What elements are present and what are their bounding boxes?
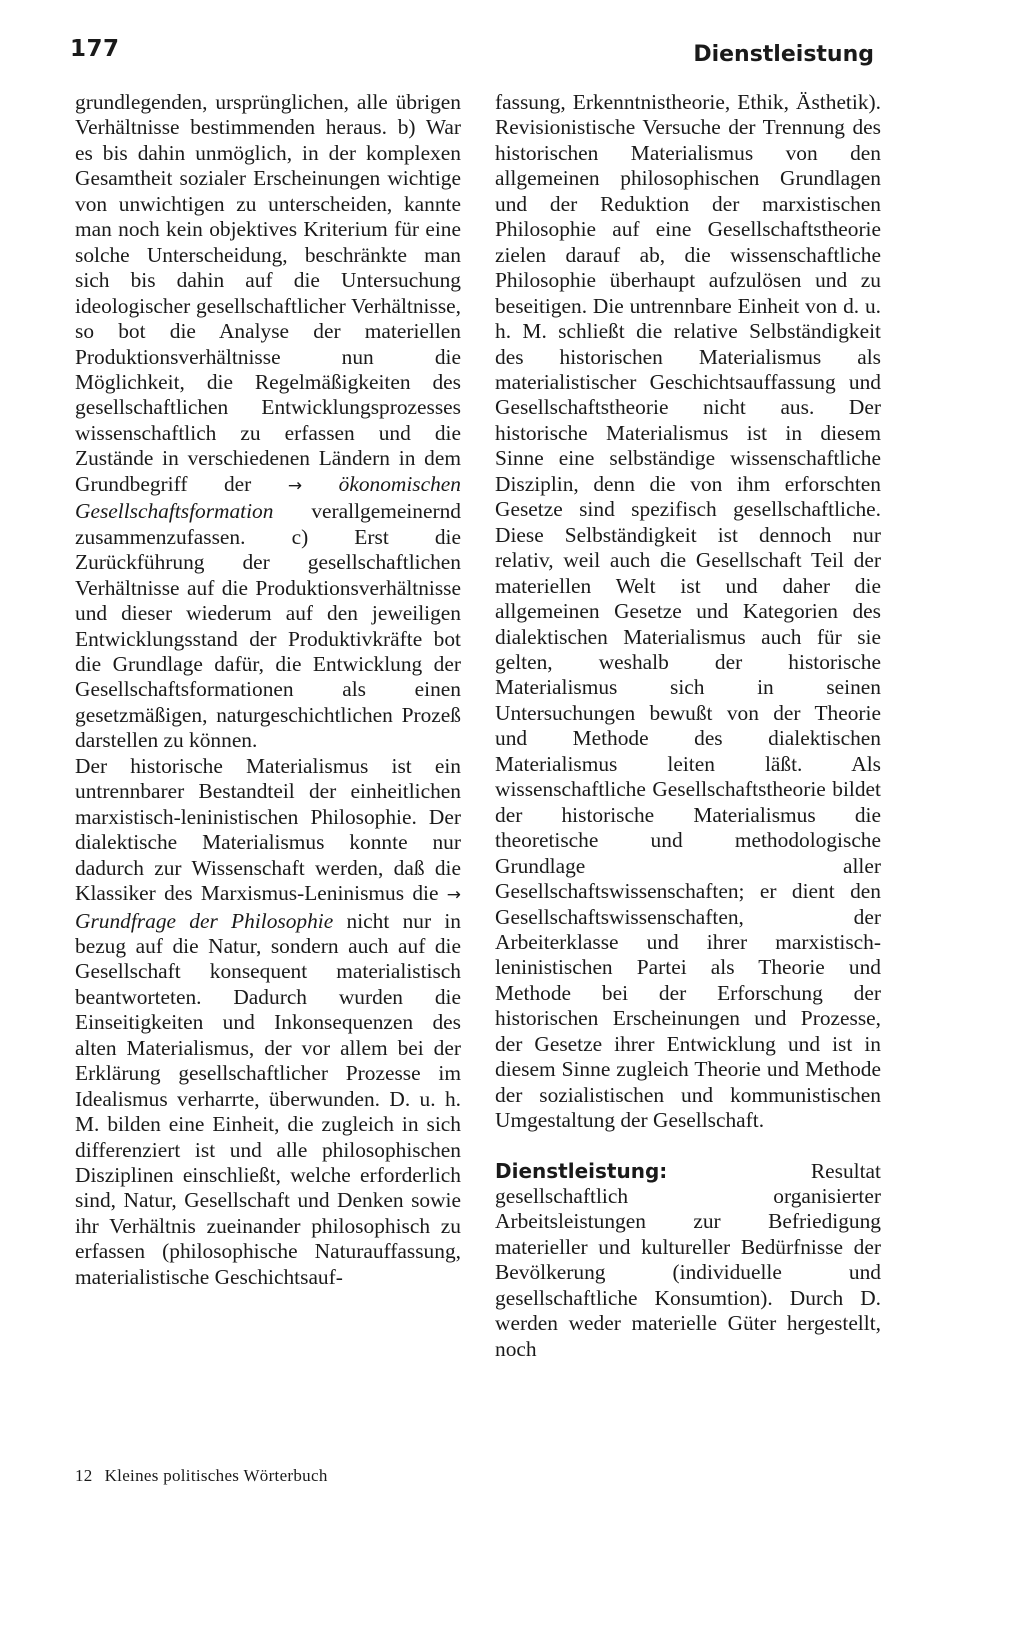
footer-signature [75,1466,328,1486]
entry-lemma: Dienstleistung: [495,1158,668,1183]
signature-number: 12 [75,1466,93,1485]
right-column [495,90,881,1362]
running-head: Dienstleistung [693,42,874,67]
paragraph-text: nicht nur in bezug auf die Natur, sondern auch auf die Gesellschaft konsequent materialistisch beantworteten. Dadurch wurden die Einseitigkeiten und Inkonsequenzen des alten Materialismus, der vor allem bei der Erklärung gesellschaftlicher Prozesse im Idealismus verharrte, überwunden. D. u. h. M. bilden eine Einheit, die zugleich in sich differenziert ist und alle philosophischen Disziplinen einschließt, welche erforderlich sind, Natur, Gesellschaft und Denken sowie ihr Verhältnis zueinander philosophisch zu erfassen (philosophische Naturauffassung, materialistische Geschichtsauf- [75,908,461,1289]
page-number: 177 [70,36,120,62]
left-column [75,90,461,1290]
arrow-icon: → [446,885,461,906]
dictionary-entry [495,1159,881,1363]
entry-text: Resultat gesellschaftlich organisierter Arbeitsleistungen zur Befriedigung materieller und kultureller Bedürfnisse der Bevölkerung (individuelle und gesellschaftliche Konsumtion). Durch D. werden weder materielle Güter hergestellt, noch [495,1158,881,1361]
arrow-icon: → [287,475,303,496]
paragraph-text: Der historische Materialismus ist ein untrennbarer Bestandteil der einheitlichen marxistisch-leninistischen Philosophie. Der dialektische Materialismus konnte nur dadurch zur Wissenschaft werden, daß die Klassiker des Marxismus-Leninismus die [75,753,461,906]
book-title: Kleines politisches Wörterbuch [104,1466,328,1485]
paragraph [75,754,461,1291]
paragraph-text: verallgemeinernd zusammenzufassen. c) Erst die Zurückführung der gesellschaftlichen Verhältnisse auf die Produktionsverhältnisse und dieser wiederum auf den jeweiligen Entwicklungsstand der Produktivkräfte bot die Grundlage dafür, die Entwicklung der Gesellschaftsformationen als einen gesetzmäßigen, naturgeschichtlichen Prozeß darstellen zu können. [75,499,461,753]
paragraph [75,90,461,754]
paragraph: fassung, Erkenntnistheorie, Ethik, Ästhetik). Revisionistische Versuche der Trennung des historischen Materialismus von den allgemeinen philosophischen Grundlagen und der Reduktion der marxistischen Philosophie auf eine Gesellschaftstheorie zielen darauf ab, die wissenschaftliche Philosophie überhaupt aufzulösen und zu beseitigen. Die untrennbare Einheit von d. u. h. M. schließt die relative Selbständigkeit des historischen Materialismus als materialistischer Geschichtsauffassung und Gesellschaftstheorie nicht aus. Der historische Materialismus ist in diesem Sinne eine selbständige wissenschaftliche Disziplin, denn die von ihm erforschten Gesetze sind spezifisch gesellschaftliche. Diese Selbständigkeit ist dennoch nur relativ, weil auch die Gesellschaft Teil der materiellen Welt ist und daher die allgemeinen Gesetze und Kategorien des dialektischen Materialismus auch für sie gelten, weshalb der historische Materialismus sich in seinen Untersuchungen bewußt von der Theorie und Methode des dialektischen Materialismus leiten läßt. Als wissenschaftliche Gesellschaftstheorie bildet der historische Materialismus die theoretische und methodologische Grundlage aller Gesellschaftswissenschaften; er dient den Gesellschaftswissenschaften, der Arbeiterklasse und ihrer marxistisch-leninistischen Partei als Theorie und Methode bei der Erforschung der historischen Erscheinungen und Prozesse, der Gesetze ihrer Entwicklung und ist in diesem Sinne zugleich Theorie und Methode der sozialistischen und kommunistischen Umgestaltung der Gesellschaft. [495,90,881,1133]
paragraph-text: grundlegenden, ursprünglichen, alle übrigen Verhältnisse bestimmenden heraus. b) War es bis dahin unmöglich, in der komplexen Gesamtheit sozialer Erscheinungen wichtige von unwichtigen zu unterscheiden, kannte man noch kein objektives Kriterium für eine solche Unterscheidung, beschränkte man sich bis dahin auf die Untersuchung ideologischer gesellschaftlicher Verhältnisse, so bot die Analyse der materiellen Produktionsverhältnisse nun die Möglichkeit, die Regelmäßigkeiten des gesellschaftlichen Entwicklungsprozesses wissenschaftlich zu erfassen und die Zustände in verschiedenen Ländern in dem Grundbegriff der [75,90,461,496]
cross-reference: Grundfrage der Philosophie [75,908,334,933]
cross-reference: ökonomischen Gesellschaftsformation [75,471,461,524]
